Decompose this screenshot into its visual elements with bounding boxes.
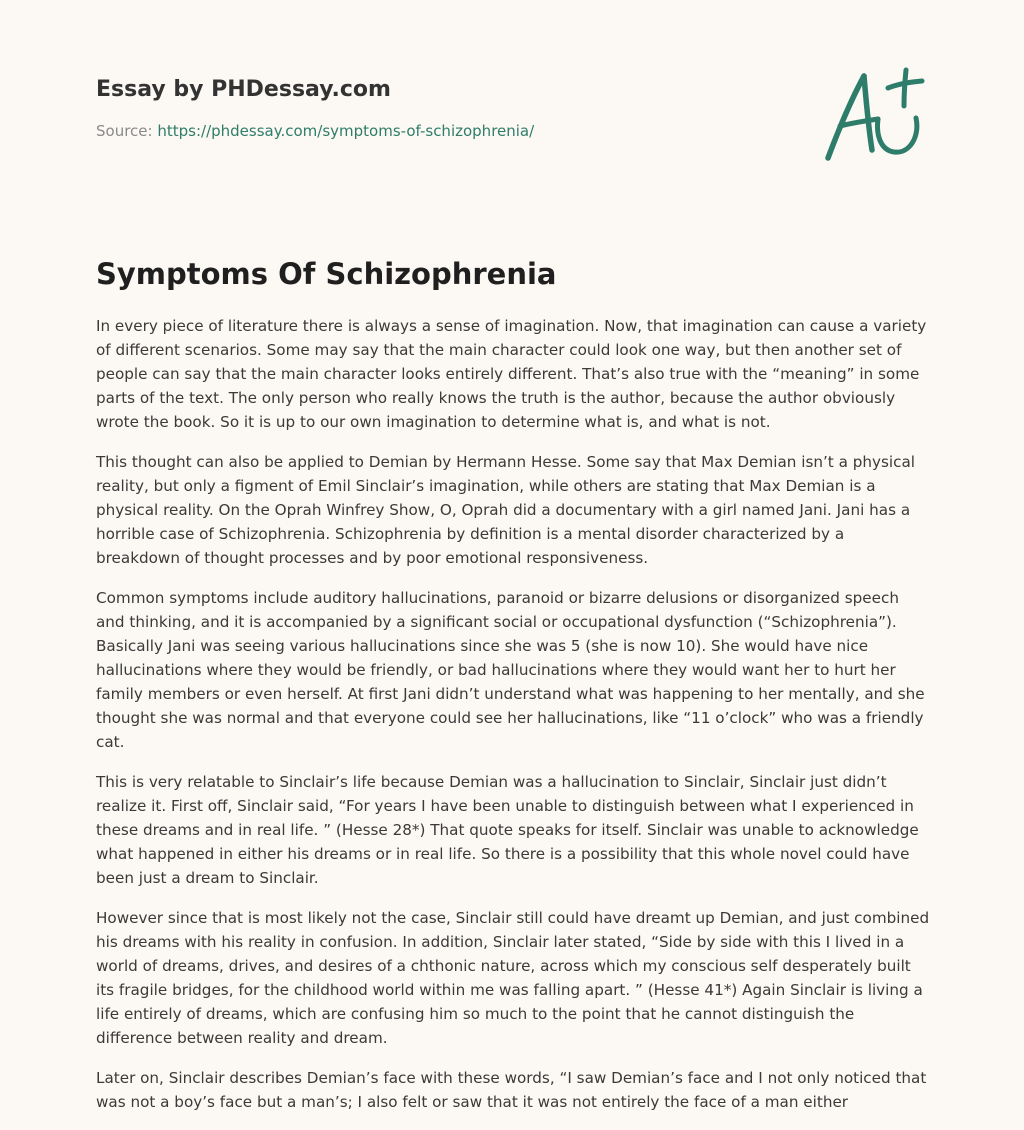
page-header (96, 76, 796, 141)
article-body (96, 314, 932, 1130)
source-line (96, 121, 796, 141)
a-plus-logo-icon (818, 66, 930, 166)
source-link[interactable]: https://phdessay.com/symptoms-of-schizophrenia/ (157, 122, 535, 140)
site-brand: Essay by PHDessay.com (96, 77, 391, 102)
source-label: Source: (96, 122, 153, 140)
paragraph: Common symptoms include auditory hallucinations, paranoid or bizarre delusions or disorganized speech and thinking, and it is accompanied by a significant social or occupational dysfunction (“Schizophrenia”). Basically Jani was seeing various hallucinations since she was 5 (she is now 10). She would have nice hallucinations where they would be friendly, or bad hallucinations where they would want her to hurt her family members or even herself. At first Jani didn’t understand what was happening to her mentally, and she thought she was normal and that everyone could see her hallucinations, like “11 o’clock” who was a friendly cat. (96, 589, 925, 751)
paragraph: This thought can also be applied to Demian by Hermann Hesse. Some say that Max Demian isn’t a physical reality, but only a figment of Emil Sinclair’s imagination, while others are stating that Max Demian is a physical reality. On the Oprah Winfrey Show, O, Oprah did a documentary with a girl named Jani. Jani has a horrible case of Schizophrenia. Schizophrenia by definition is a mental disorder characterized by a breakdown of thought processes and by poor emotional responsiveness. (96, 453, 915, 567)
paragraph: Later on, Sinclair describes Demian’s face with these words, “I saw Demian’s face and I not only noticed that was not a boy’s face but a man’s; I also felt or saw that it was not entirely the face of a man either (96, 1069, 927, 1111)
article-title: Symptoms Of Schizophrenia (96, 257, 557, 291)
paragraph: This is very relatable to Sinclair’s life because Demian was a hallucination to Sinclair, Sinclair just didn’t realize it. First off, Sinclair said, “For years I have been unable to distinguish between what I experienced in these dreams and in real life. ” (Hesse 28*) That quote speaks for itself. Sinclair was unable to acknowledge what happened in either his dreams or in real life. So there is a possibility that this whole novel could have been just a dream to Sinclair. (96, 773, 919, 887)
paragraph: However since that is most likely not the case, Sinclair still could have dreamt up Demian, and just combined his dreams with his reality in confusion. In addition, Sinclair later stated, “Side by side with this I lived in a world of dreams, drives, and desires of a chthonic nature, across which my conscious self desperately built its fragile bridges, for the childhood world within me was falling apart. ” (Hesse 41*) Again Sinclair is living a life entirely of dreams, which are confusing him so much to the point that he cannot distinguish the difference between reality and dream. (96, 909, 930, 1047)
paragraph: In every piece of literature there is always a sense of imagination. Now, that imagination can cause a variety of different scenarios. Some may say that the main character could look one way, but then another set of people can say that the main character looks entirely different. That’s also true with the “meaning” in some parts of the text. The only person who really knows the truth is the author, because the author obviously wrote the book. So it is up to our own imagination to determine what is, and what is not. (96, 317, 927, 431)
